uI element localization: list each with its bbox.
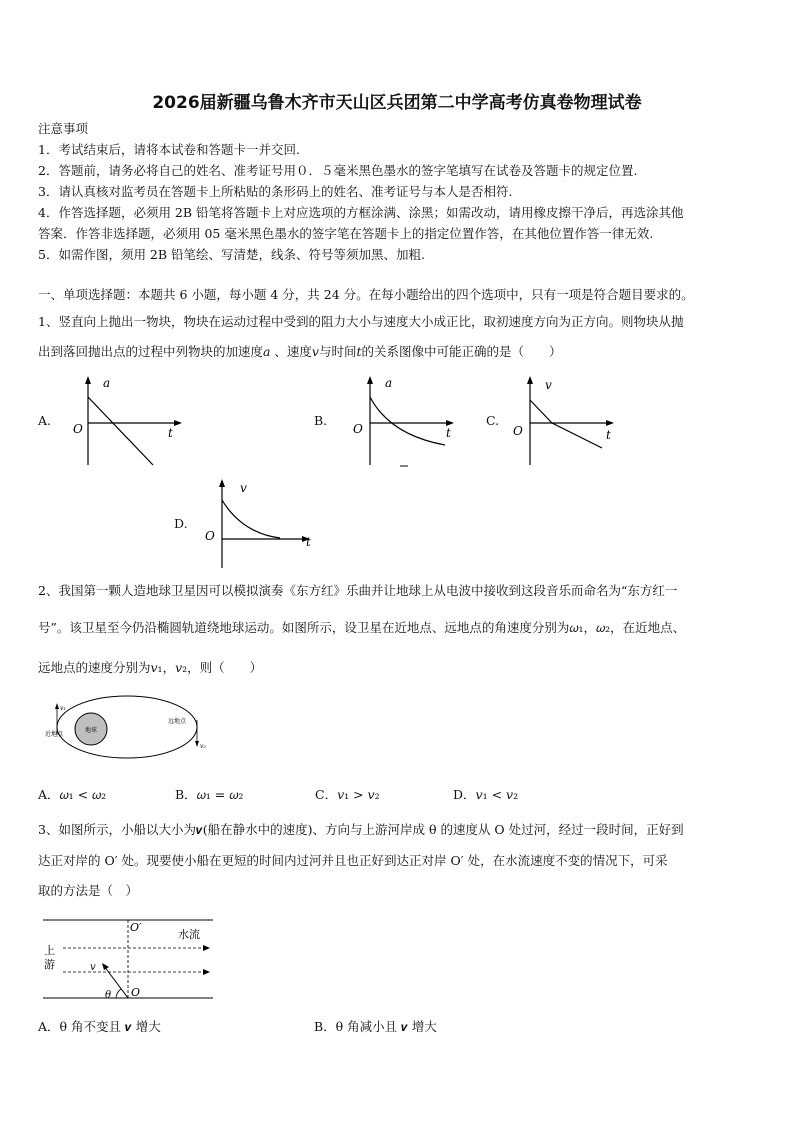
q1-option-a-label: A. xyxy=(38,413,52,428)
q1-graph-d xyxy=(202,478,322,573)
q1-graph-b xyxy=(350,375,465,470)
theta-label: θ xyxy=(105,990,112,1001)
upstream-label: 游 xyxy=(44,958,55,971)
q1-graph-d-xlabel: t xyxy=(306,535,311,549)
o-label: O xyxy=(131,986,141,999)
q2-orbit-figure xyxy=(42,690,217,765)
notice-item: 5．如需作图，须用 2B 铅笔绘、写清楚，线条、符号等须加黑、加粗. xyxy=(38,247,426,262)
notice-item: 4．作答选择题，必须用 2B 铅笔将答题卡上对应选项的方框涂满、涂黑；如需改动，请用橡皮擦干净后，再选涂其他 xyxy=(38,205,684,220)
q1-graph-c-origin: O xyxy=(513,424,523,438)
o-prime-label: O′ xyxy=(130,921,142,934)
notice-item: 答案．作答非选择题，必须用 05 毫米黑色墨水的签字笔在答题卡上的指定位置作答，在其他位置作答一律无效. xyxy=(38,226,654,241)
q1-graph-a-ylabel: a xyxy=(103,376,111,390)
q1-graph-c-ylabel: v xyxy=(545,378,552,392)
q3-stem: 达正对岸的 O′ 处。现要使小船在更短的时间内过河并且也正好到达正对岸 O′ 处，在水流速度不变的情况下，可采 xyxy=(38,853,668,868)
q1-graph-a-xlabel: t xyxy=(168,426,173,440)
q2-stem: 2、我国第一颗人造地球卫星因可以模拟演奏《东方红》乐曲并让地球上从电波中接收到这段音乐而命名为“东方红一 xyxy=(38,583,678,598)
flow-label: 水流 xyxy=(178,928,200,941)
q1-graph-b-ylabel: a xyxy=(385,376,393,390)
notice-heading: 注意事项 xyxy=(38,121,89,136)
q1-option-d-label: D. xyxy=(174,516,188,531)
earth-label: 地球 xyxy=(84,727,98,734)
q1-stem: 1、竖直向上抛出一物块，物块在运动过程中受到的阻力大小与速度大小成正比，取初速度方向为正方向。则物块从抛 xyxy=(38,314,684,329)
q3-option: A．θ 角不变且 𝒗 增大 xyxy=(38,1019,161,1034)
q2-option: B．𝜔₁ = 𝜔₂ xyxy=(175,787,244,802)
q3-option: B．θ 角减小且 𝒗 增大 xyxy=(314,1019,437,1034)
svg-text:v₁: v₁ xyxy=(60,705,66,712)
q2-option: D．𝑣₁ < 𝑣₂ xyxy=(453,787,519,802)
q1-stem: 出到落回抛出点的过程中列物块的加速度𝑎 、速度𝑣与时间𝑡的关系图像中可能正确的是（ ） xyxy=(38,344,562,359)
notice-item: 1．考试结束后，请将本试卷和答题卡一并交回. xyxy=(38,142,300,157)
q1-graph-d-ylabel: v xyxy=(240,481,247,495)
apogee-label: 远地点 xyxy=(168,718,187,725)
q3-stem: 取的方法是（ ） xyxy=(38,883,139,898)
page-title: 2026届新疆乌鲁木齐市天山区兵团第二中学高考仿真卷物理试卷 xyxy=(152,93,642,113)
q1-graph-a xyxy=(68,375,188,470)
notice-item: 2．答题前，请务必将自己的姓名、准考证号用０．５毫米黑色墨水的签字笔填写在试卷及答题卡的规定位置. xyxy=(38,163,638,178)
q3-river-figure xyxy=(38,914,218,1004)
q1-graph-c xyxy=(510,375,625,470)
q1-graph-a-origin: O xyxy=(73,422,83,436)
q1-graph-c-xlabel: t xyxy=(606,428,611,442)
q1-option-c-label: C. xyxy=(486,413,500,428)
q2-stem: 远地点的速度分别为𝑣₁，𝑣₂，则（ ） xyxy=(38,660,263,675)
q1-graph-b-xlabel: t xyxy=(446,426,451,440)
q1-option-b-label: B. xyxy=(314,413,328,428)
upstream-label: 上 xyxy=(44,944,55,957)
q2-stem: 号”。该卫星至今仍沿椭圆轨道绕地球运动。如图所示，设卫星在近地点、远地点的角速度分别为𝜔₁，𝜔₂，在近地点、 xyxy=(38,620,686,635)
q1-graph-b-origin: O xyxy=(353,422,363,436)
section-heading: 一、单项选择题：本题共 6 小题，每小题 4 分，共 24 分。在每小题给出的四个选项中，只有一项是符合题目要求的。 xyxy=(38,287,694,302)
svg-text:v₂: v₂ xyxy=(200,743,206,750)
q2-option: C．𝑣₁ > 𝑣₂ xyxy=(315,787,380,802)
q1-graph-d-origin: O xyxy=(205,529,215,543)
perigee-label: 近地点 xyxy=(45,731,64,738)
q2-option: A．𝜔₁ < 𝜔₂ xyxy=(38,787,107,802)
q3-stem: 3、如图所示，小船以大小为𝒗(船在静水中的速度)、方向与上游河岸成 θ 的速度从 O 处过河，经过一段时间，正好到 xyxy=(38,822,684,837)
v-label: v xyxy=(90,962,96,973)
notice-item: 3．请认真核对监考员在答题卡上所粘贴的条形码上的姓名、准考证号与本人是否相符. xyxy=(38,184,513,199)
